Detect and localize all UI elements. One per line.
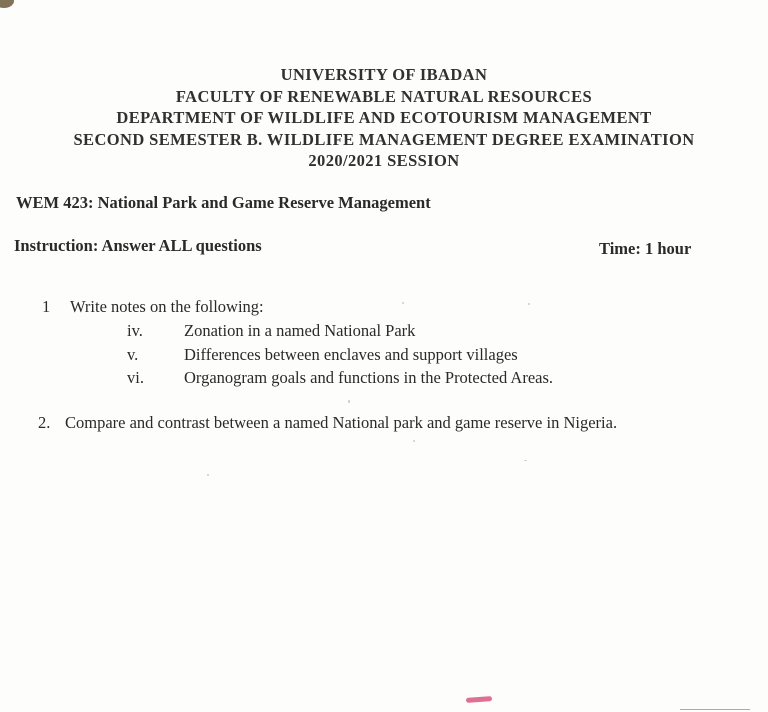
part-text: Organogram goals and functions in the Protected Areas. (184, 368, 554, 387)
paper-speck (524, 460, 527, 461)
paper-speck (348, 400, 350, 403)
question-1-part-vi (127, 368, 553, 388)
course-title: WEM 423: National Park and Game Reserve Management (16, 193, 431, 212)
paper-speck (413, 440, 415, 442)
paper-speck (402, 302, 404, 304)
question-number: 2. (38, 413, 51, 432)
ink-mark (466, 696, 492, 703)
question-number: 1 (42, 297, 51, 316)
exam-header (0, 64, 768, 172)
question-1-part-v (127, 345, 518, 365)
part-text: Zonation in a named National Park (184, 321, 416, 340)
university-name: UNIVERSITY OF IBADAN (280, 65, 488, 84)
question-text: Write notes on the following: (70, 297, 264, 316)
paper-edge (680, 709, 750, 710)
time-allowed: Time: 1 hour (599, 239, 692, 258)
question-1 (42, 297, 264, 317)
question-text: Compare and contrast between a named National park and game reserve in Nigeria. (65, 413, 618, 432)
part-numeral: iv. (127, 321, 143, 340)
exam-title: SECOND SEMESTER B. WILDLIFE MANAGEMENT DEGREE EXAMINATION (73, 129, 695, 149)
question-1-part-iv (127, 321, 415, 341)
part-text: Differences between enclaves and support villages (184, 345, 518, 364)
paper-speck (528, 303, 530, 305)
paper-speck (207, 474, 209, 476)
instruction: Instruction: Answer ALL questions (14, 236, 262, 255)
part-numeral: v. (127, 345, 139, 364)
corner-smudge (0, 0, 14, 8)
question-2 (38, 413, 617, 433)
department-name: DEPARTMENT OF WILDLIFE AND ECOTOURISM MANAGEMENT (116, 108, 652, 127)
part-numeral: vi. (127, 368, 144, 387)
faculty-name: FACULTY OF RENEWABLE NATURAL RESOURCES (175, 86, 593, 106)
session: 2020/2021 SESSION (308, 151, 460, 170)
